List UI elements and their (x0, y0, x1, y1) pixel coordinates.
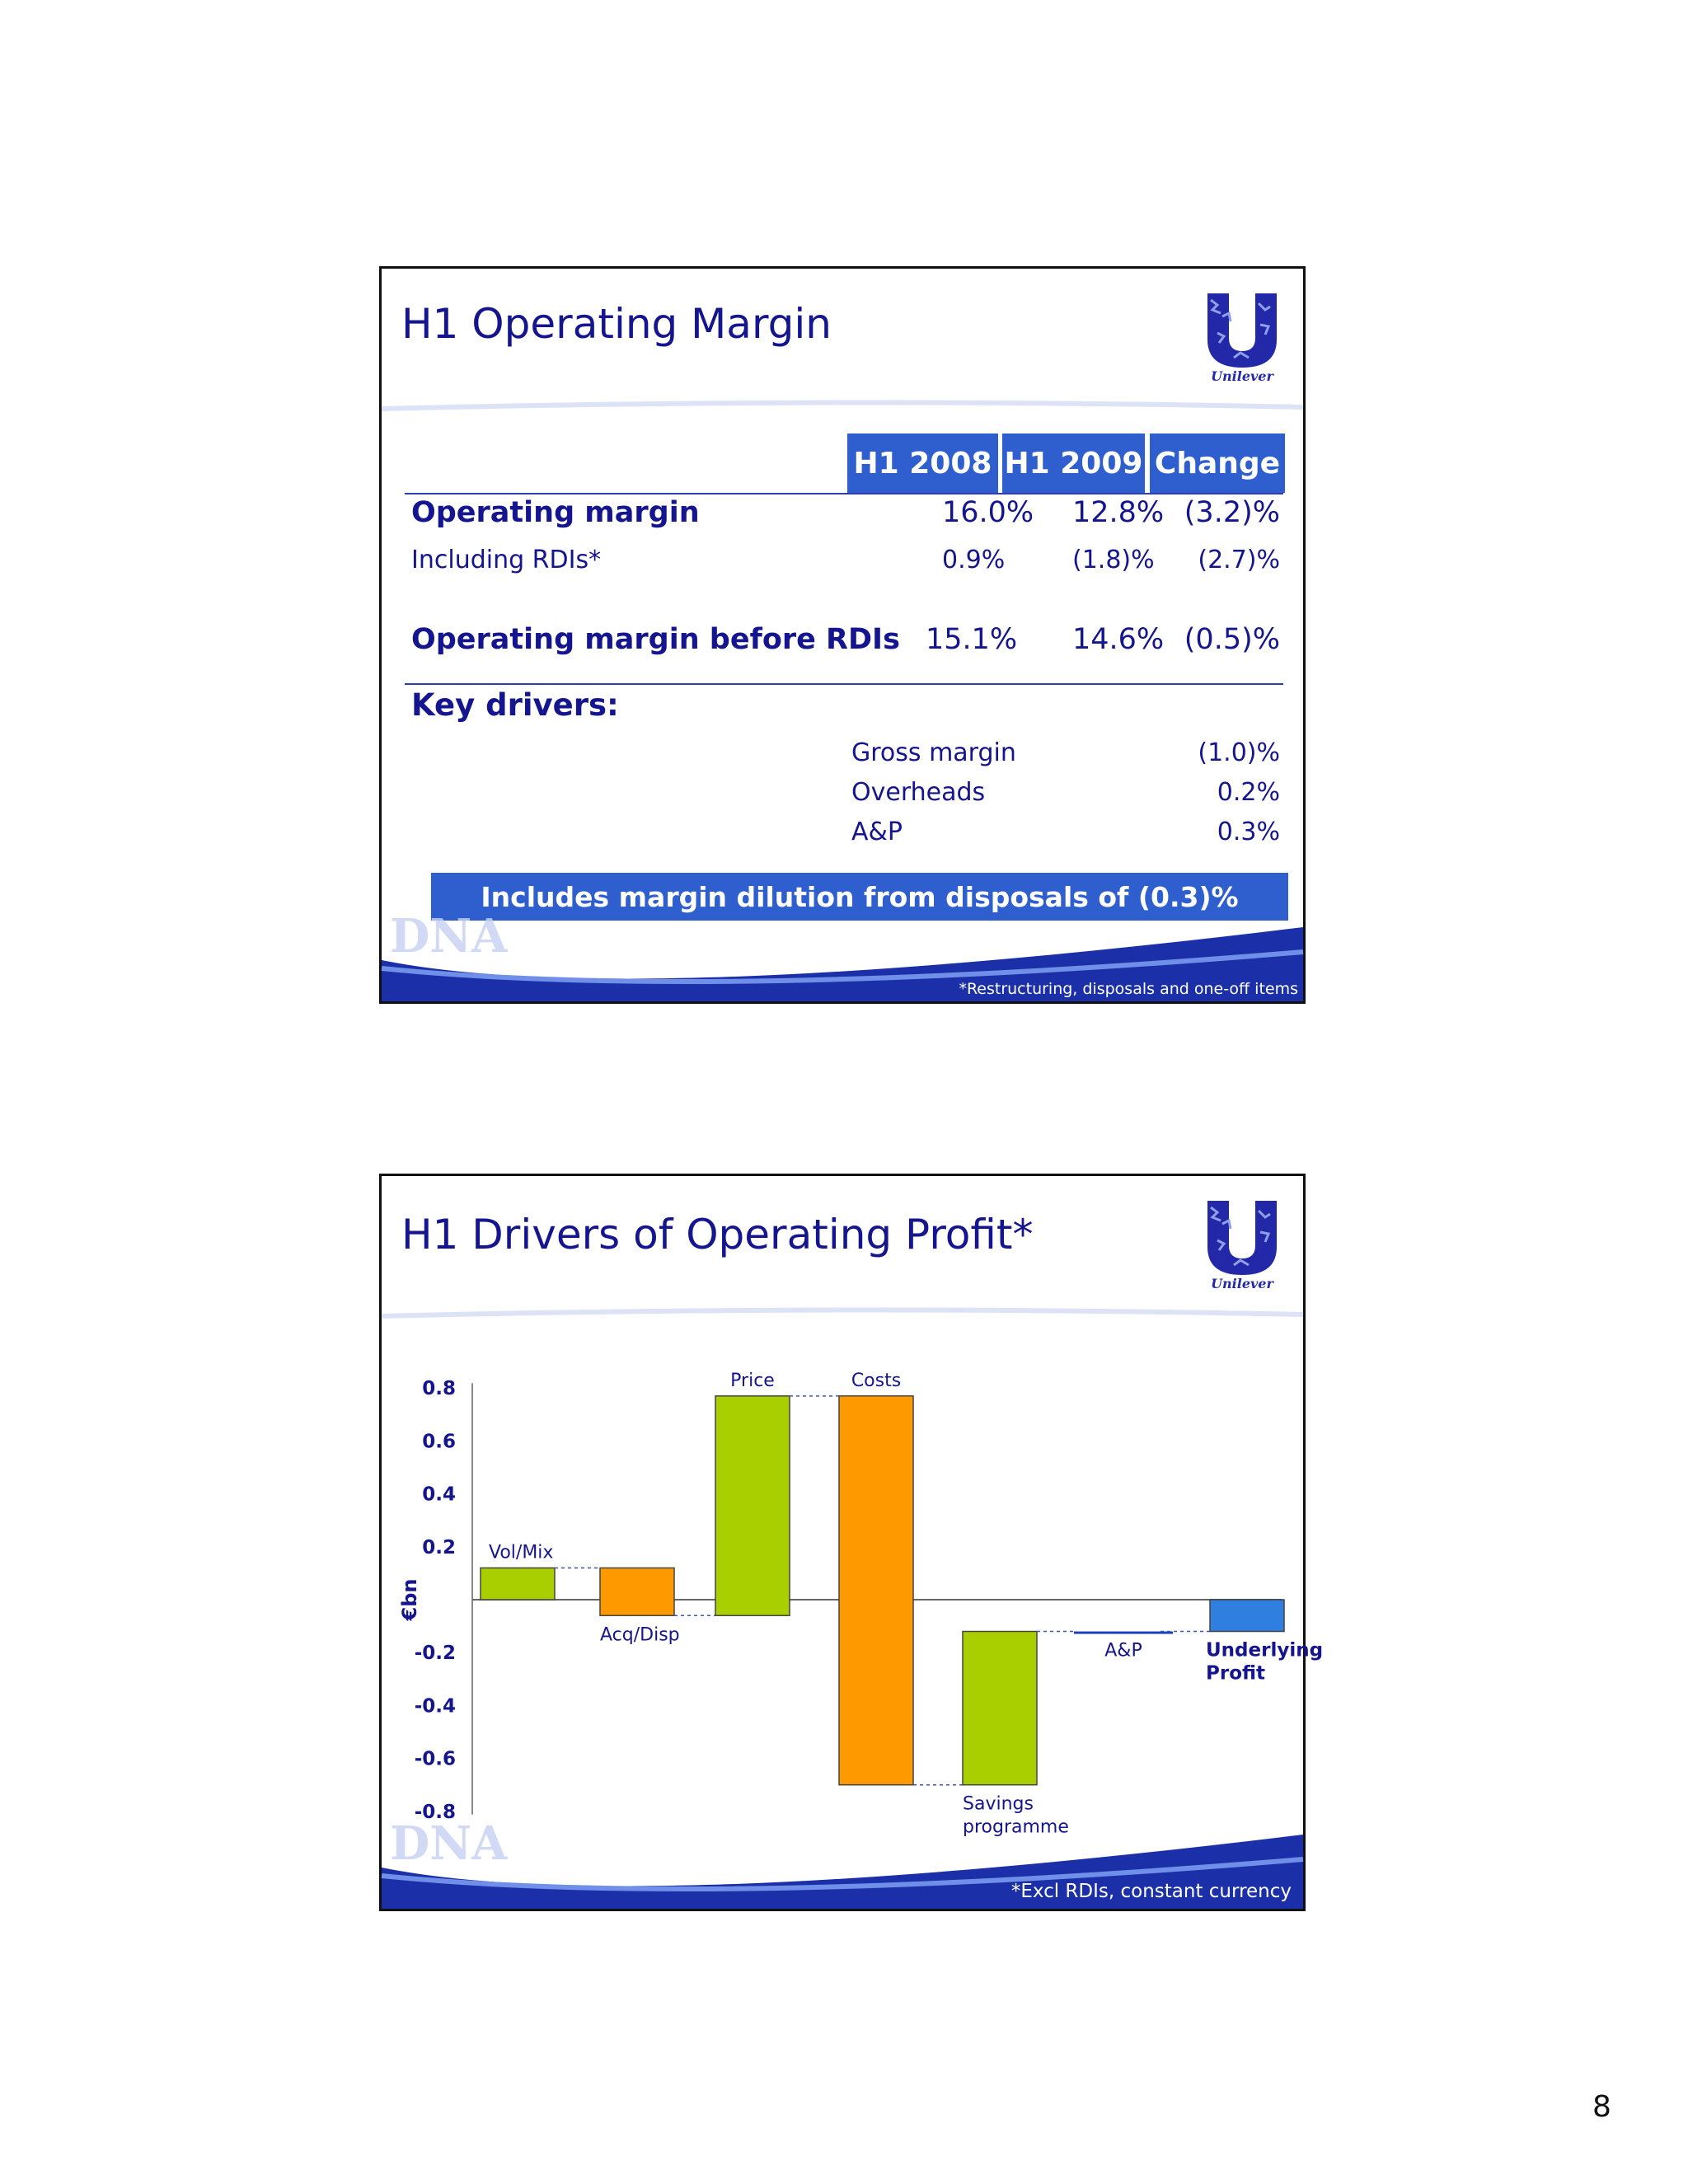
driver-ap-label: A&P (851, 818, 903, 846)
svg-text:DNA: DNA (389, 1816, 508, 1872)
waterfall-bar (1210, 1600, 1284, 1632)
waterfall-bar (839, 1396, 913, 1785)
y-tick-label: -0.2 (414, 1643, 456, 1665)
waterfall-chart (382, 1176, 1324, 1909)
svg-text:Unilever: Unilever (1211, 368, 1273, 384)
title-underline-swoosh (382, 401, 1303, 414)
row-before-rdis-change: (0.5)% (1184, 623, 1280, 656)
bar-label: Acq/Disp (600, 1624, 680, 1646)
y-tick-label: 0.2 (422, 1536, 456, 1558)
row-operating-margin-change: (3.2)% (1184, 496, 1280, 529)
row-including-rdis-label: Including RDIs* (411, 546, 602, 574)
footnote: *Excl RDIs, constant currency (1010, 1881, 1292, 1902)
bar-label: Price (730, 1370, 775, 1391)
driver-gross-margin-label: Gross margin (851, 738, 1016, 767)
y-tick-label: 0.4 (422, 1483, 456, 1506)
header-change: Change (1150, 434, 1285, 493)
y-tick-label: 0.6 (422, 1431, 456, 1453)
row-before-rdis-2009: 14.6% (1072, 623, 1165, 656)
key-drivers-heading: Key drivers: (411, 687, 619, 723)
unilever-logo-icon (1201, 292, 1283, 382)
table-header-rule (405, 493, 1283, 494)
svg-text:Unilever: Unilever (1211, 1276, 1273, 1291)
header-h1-2008: H1 2008 (847, 434, 998, 493)
bar-label: Savings (963, 1793, 1034, 1815)
slide-operating-margin (379, 266, 1306, 1004)
row-operating-margin-label: Operating margin (411, 496, 700, 529)
waterfall-bar (600, 1568, 674, 1615)
row-before-rdis-2008: 15.1% (926, 623, 1018, 656)
row-before-rdis-label: Operating margin before RDIs (411, 623, 900, 656)
bar-label: Vol/Mix (489, 1542, 554, 1563)
slide-title: H1 Operating Margin (401, 300, 832, 348)
table-bottom-rule (405, 683, 1283, 685)
row-operating-margin-2009: 12.8% (1072, 496, 1165, 529)
waterfall-bar (715, 1396, 790, 1615)
driver-overheads-value: 0.2% (1217, 778, 1280, 807)
y-tick-label: -0.6 (414, 1748, 456, 1770)
bar-label: A&P (1104, 1640, 1142, 1661)
waterfall-bar (1074, 1632, 1173, 1634)
row-including-rdis-2008: 0.9% (942, 546, 1006, 574)
bar-label: Underlying (1206, 1639, 1324, 1661)
driver-ap-value: 0.3% (1217, 818, 1280, 846)
bar-label: Costs (851, 1370, 902, 1391)
bar-label: Profit (1206, 1662, 1266, 1685)
row-including-rdis-change: (2.7)% (1198, 546, 1280, 574)
page-number: 8 (1592, 2090, 1611, 2124)
header-h1-2009: H1 2009 (1002, 434, 1145, 493)
row-including-rdis-2009: (1.8)% (1072, 546, 1155, 574)
svg-text:DNA: DNA (389, 909, 508, 964)
y-tick-label: -0.8 (414, 1801, 456, 1823)
bar-label: programme (963, 1816, 1069, 1838)
y-tick-label: 0.8 (422, 1378, 456, 1400)
y-axis-label: €bn (398, 1578, 421, 1621)
driver-overheads-label: Overheads (851, 778, 986, 807)
row-operating-margin-2008: 16.0% (942, 496, 1034, 529)
footnote: *Restructuring, disposals and one-off items (959, 980, 1298, 998)
slide-drivers-operating-profit (379, 1174, 1324, 1911)
driver-gross-margin-value: (1.0)% (1198, 738, 1280, 767)
y-tick-label: -0.4 (414, 1695, 456, 1718)
waterfall-bar (963, 1632, 1037, 1785)
waterfall-bar (481, 1568, 555, 1600)
disposals-banner: Includes margin dilution from disposals of (0.3)% (431, 873, 1288, 921)
slide-title: H1 Drivers of Operating Profit* (401, 1211, 1034, 1258)
